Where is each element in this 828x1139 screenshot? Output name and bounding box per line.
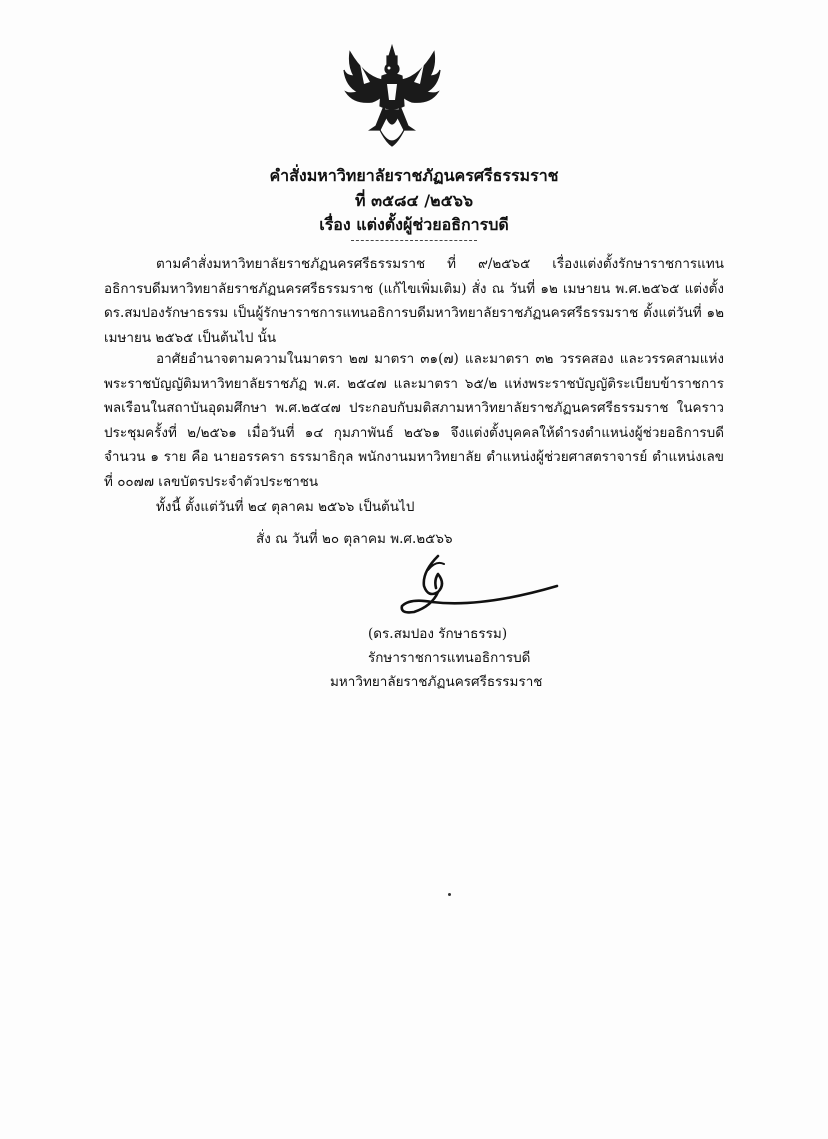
order-title: คำสั่งมหาวิทยาลัยราชภัฏนครศรีธรรมราช (269, 166, 559, 185)
signatory-position: รักษาราชการแทนอธิการบดี (368, 650, 531, 666)
signatory-block (330, 622, 570, 694)
order-subject: เรื่อง แต่งตั้งผู้ช่วยอธิการบดี (319, 215, 509, 234)
order-number: ที่ ๓๕๘๔ /๒๕๖๖ (355, 191, 473, 210)
body-paragraph-1: ตามคำสั่งมหาวิทยาลัยราชภัฏนครศรีธรรมราช ที่ ๙/๒๕๖๕ เรื่องแต่งตั้งรักษาราชการแทนอธิการบดีมหาวิทยาลัยราชภัฏนครศรีธรรมราช (แก้ไขเพิ่มเติม) สั่ง ณ วันที่ ๑๒ เมษายน พ.ศ.๒๕๖๕ แต่งตั้ง ดร.สมปองรักษาธรรม เป็นผู้รักษาราชการแทนอธิการบดีมหาวิทยาลัยราชภัฏนครศรีธรรมราช ตั้งแต่วันที่ ๑๒ เมษายน ๒๕๖๕ เป็นต้นไป นั้น (104, 256, 724, 346)
scan-speck (448, 893, 451, 896)
garuda-emblem-icon (340, 42, 444, 154)
signatory-name: (ดร.สมปอง รักษาธรรม) (368, 626, 508, 642)
handwritten-signature (392, 550, 562, 620)
title-divider (351, 240, 477, 241)
ordered-date: สั่ง ณ วันที่ ๒๐ ตุลาคม พ.ศ.๒๕๖๖ (256, 531, 453, 547)
signatory-organization: มหาวิทยาลัยราชภัฏนครศรีธรรมราช (330, 674, 543, 690)
effective-date: ทั้งนี้ ตั้งแต่วันที่ ๒๔ ตุลาคม ๒๕๖๖ เป็นต้นไป (156, 499, 415, 515)
body-paragraph-2: อาศัยอำนาจตามความในมาตรา ๒๗ มาตรา ๓๑(๗) และมาตรา ๓๒ วรรคสอง และวรรคสามแห่งพระราชบัญญัติมหาวิทยาลัยราชภัฏ พ.ศ. ๒๕๔๗ และมาตรา ๖๕/๒ แห่งพระราชบัญญัติระเบียบข้าราชการพลเรือนในสถาบันอุดมศึกษา พ.ศ.๒๕๔๗ ประกอบกับมติสภามหาวิทยาลัยราชภัฏนครศรีธรรมราช ในคราวประชุมครั้งที่ ๒/๒๕๖๑ เมื่อวันที่ ๑๔ กุมภาพันธ์ ๒๕๖๑ จึงแต่งตั้งบุคคลให้ดำรงตำแหน่งผู้ช่วยอธิการบดีจำนวน ๑ ราย คือ นายอรรครา ธรรมาธิกุล พนักงานมหาวิทยาลัย ตำแหน่งผู้ช่วยศาสตราจารย์ ตำแหน่งเลขที่ ๐๐๗๗ เลขบัตรประจำตัวประชาชน (104, 351, 724, 490)
